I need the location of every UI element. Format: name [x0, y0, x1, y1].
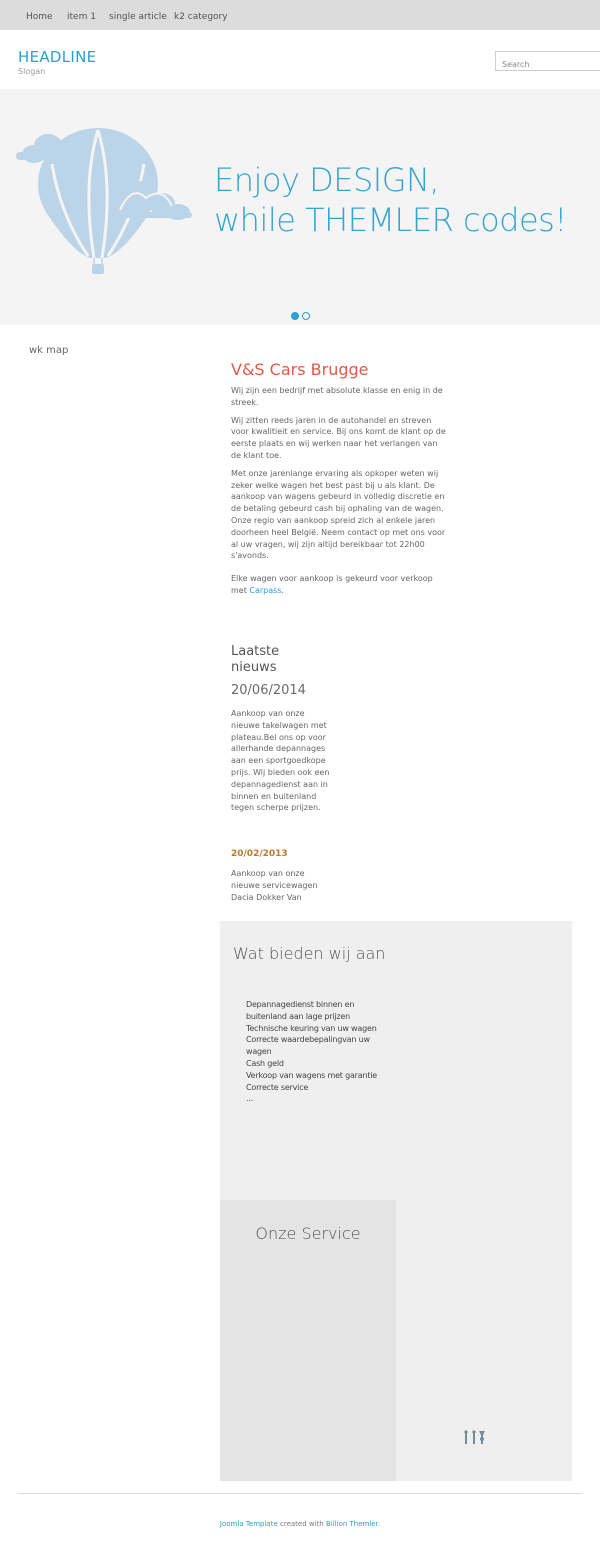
- list-item: Cash geld: [246, 1058, 284, 1068]
- nav-item-single-article[interactable]: single article: [109, 12, 167, 22]
- site-headline[interactable]: HEADLINE: [18, 48, 97, 66]
- footer-divider: [17, 1493, 583, 1494]
- slide-heading-line-1: Enjoy DESIGN,: [214, 161, 440, 199]
- nav-item-item-1[interactable]: item 1: [67, 12, 96, 22]
- tool-icons: [464, 1430, 488, 1446]
- article-paragraph: Wij zijn een bedrijf met absolute klasse en enig in de streek.: [231, 386, 443, 407]
- list-item: Verkoop van wagens met garantie: [246, 1070, 378, 1080]
- slider-dot-1[interactable]: [291, 312, 299, 320]
- slider-dot-2[interactable]: [302, 312, 310, 320]
- service-title: Onze Service: [255, 1224, 361, 1243]
- offer-list: [246, 999, 396, 1105]
- news-title: Laatste nieuws: [231, 644, 280, 675]
- news-text: Aankoop van onze nieuwe servicewagen Dacia Dokker Van: [231, 869, 318, 902]
- top-nav: [0, 0, 600, 30]
- article-paragraph: Wij zitten reeds jaren in de autohandel en streven voor kwalitieit en service. Bij ons komt de klant op de eerste plaats en wij werken naar het verlangen van de klant toe.: [231, 415, 446, 460]
- balloon-illustration: [12, 124, 194, 279]
- article-paragraph-carpass: [231, 573, 449, 597]
- billion-themler-link[interactable]: Billion Themler: [325, 1520, 378, 1528]
- nav-item-home[interactable]: Home: [26, 12, 53, 22]
- news-date: 20/02/2013: [231, 849, 288, 859]
- footer: [0, 1520, 600, 1528]
- news-date: 20/06/2014: [231, 683, 306, 698]
- list-item: Correcte service: [246, 1082, 309, 1092]
- list-item: Correcte waardebepalingvan uw wagen: [246, 1035, 370, 1057]
- service-panel: [220, 1200, 396, 1481]
- sidebar-title: wk map: [29, 345, 69, 356]
- nav-item-k2-category[interactable]: k2 category: [174, 12, 228, 22]
- footer-text: created with: [277, 1520, 326, 1528]
- list-item: Depannagedienst binnen en buitenland aan lage prijzen: [246, 1000, 355, 1021]
- article-body: [231, 385, 449, 603]
- search-input[interactable]: [495, 51, 600, 71]
- hero-slider: [0, 89, 600, 325]
- news-text: Aankoop van onze nieuwe takelwagen met plateau.Bel ons op voor allerhande depannages aan een sportgoedkope prijs. Wij bieden ook een depannagedienst aan in binnen en buitenland tegen scherpe prijzen.: [231, 709, 330, 813]
- site-slogan: Slogan: [18, 67, 46, 76]
- article-title: V&S Cars Brugge: [231, 360, 369, 379]
- offer-title: Wat bieden wij aan: [233, 944, 386, 963]
- joomla-template-link[interactable]: Joomla Template: [219, 1520, 278, 1528]
- article-carpass-text: Elke wagen voor aankoop is gekeurd voor verkoop met: [231, 574, 433, 595]
- list-item: Technische keuring van uw wagen: [246, 1023, 377, 1033]
- article-carpass-end: .: [281, 585, 285, 595]
- carpass-link[interactable]: Carpass: [249, 585, 282, 595]
- article-paragraph: Met onze jarenlange ervaring als opkoper weten wij zeker welke wagen het best past bij u als klant. De aankoop van wagens gebeurd in volledig discretie en de betaling gebeurd cash bij ophaling van de wagen. Onze regio van aankoop spreid zich al enkele jaren doorheen heel België. Neem contact op met ons voor al uw vragen, wij zijn altijd bereikbaar tot 22h00 s'avonds.: [231, 468, 446, 561]
- slide-heading-line-2: while THEMLER codes!: [214, 201, 567, 239]
- list-item: ...: [246, 1094, 254, 1104]
- footer-text-end: .: [377, 1520, 381, 1528]
